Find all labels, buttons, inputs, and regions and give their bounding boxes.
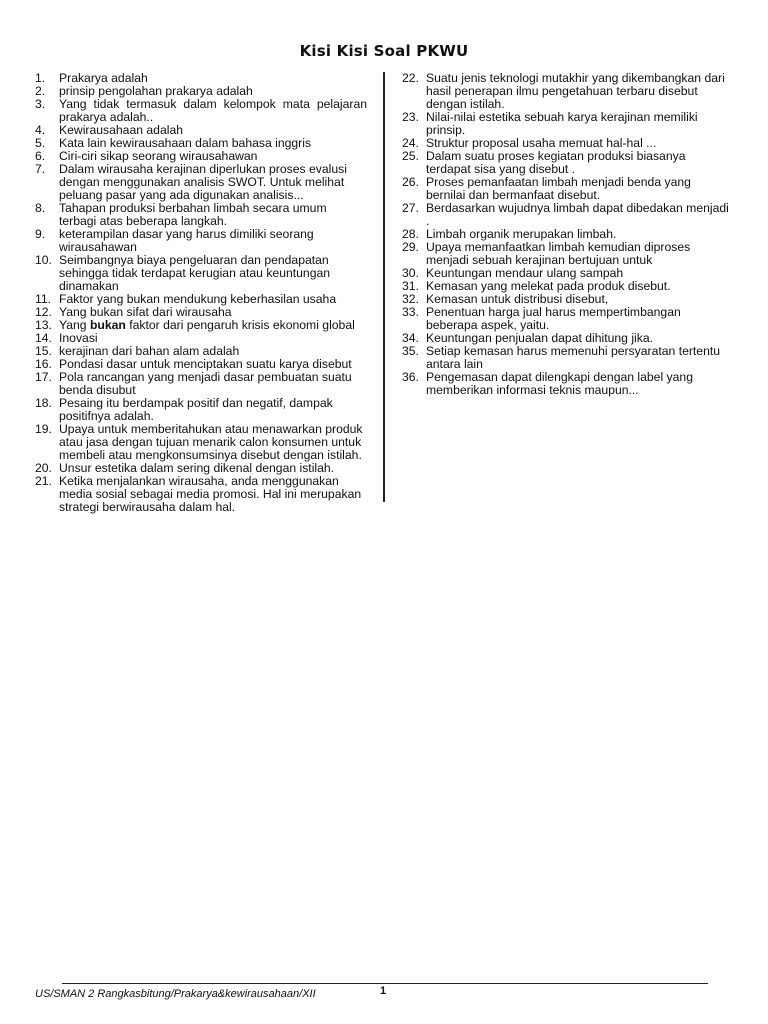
question-item (35, 371, 367, 397)
question-text: Dalam suatu proses kegiatan produksi biasanya terdapat sisa yang disebut . (426, 149, 686, 176)
question-number: 14. (35, 331, 52, 345)
question-number: 20. (35, 461, 52, 475)
question-text: Inovasi (59, 331, 98, 345)
question-number: 23. (402, 110, 419, 124)
question-item (35, 163, 367, 202)
question-text: Keuntungan penjualan dapat dihitung jika. (426, 331, 654, 345)
question-text: Unsur estetika dalam sering dikenal dengan istilah. (59, 461, 335, 475)
question-number: 5. (35, 136, 46, 150)
document-title: Kisi Kisi Soal PKWU (299, 42, 469, 60)
question-number: 31. (402, 279, 419, 293)
question-text: Yang tidak termasuk dalam kelompok mata pelajaran prakarya adalah.. (59, 97, 367, 124)
question-number: 6. (35, 149, 46, 163)
question-item (35, 475, 367, 514)
question-number: 13. (35, 318, 52, 332)
question-text (59, 319, 367, 332)
question-text: Yang bukan sifat dari wirausaha (59, 305, 232, 319)
question-item (402, 371, 732, 397)
question-text: Upaya untuk memberitahukan atau menawarkan produk atau jasa dengan tujuan menarik calon konsumen untuk membeli atau mengkonsumsinya disebut dengan istilah. (59, 422, 363, 462)
question-number: 35. (402, 344, 419, 358)
question-number: 16. (35, 357, 52, 371)
question-text: Kemasan yang melekat pada produk disebut. (426, 279, 671, 293)
question-item (35, 228, 367, 254)
question-item (35, 98, 367, 124)
question-number: 33. (402, 305, 419, 319)
column-divider (383, 72, 385, 502)
footer-document-path: US/SMAN 2 Rangkasbitung/Prakarya&kewirausahaan/XII (35, 988, 316, 1000)
question-number: 27. (402, 201, 419, 215)
question-text: Faktor yang bukan mendukung keberhasilan usaha (59, 292, 337, 306)
question-number: 1. (35, 71, 46, 85)
question-number: 8. (35, 201, 46, 215)
question-text: keterampilan dasar yang harus dimiliki seorang wirausahawan (59, 227, 314, 254)
question-text: Ketika menjalankan wirausaha, anda menggunakan media sosial sebagai media promosi. Hal ini merupakan strategi berwirausaha dalam hal. (59, 474, 362, 514)
question-item (402, 345, 732, 371)
question-item (35, 397, 367, 423)
question-number: 26. (402, 175, 419, 189)
question-text: Pengemasan dapat dilengkapi dengan label yang memberikan informasi teknis maupun... (426, 370, 693, 397)
question-number: 36. (402, 370, 419, 384)
question-text: Proses pemanfaatan limbah menjadi benda yang bernilai dan bermanfaat disebut. (426, 175, 691, 202)
question-text: Penentuan harga jual harus mempertimbangan beberapa aspek, yaitu. (426, 305, 681, 332)
question-list-left (35, 72, 367, 514)
question-text: Ciri-ciri sikap seorang wirausahawan (59, 149, 258, 163)
question-text-post: faktor dari pengaruh krisis ekonomi global (125, 318, 355, 332)
question-item (402, 202, 732, 228)
question-item (402, 72, 732, 111)
question-text: prinsip pengolahan prakarya adalah (59, 84, 253, 98)
question-number: 21. (35, 474, 52, 488)
question-text: Setiap kemasan harus memenuhi persyaratan tertentu antara lain (426, 344, 721, 371)
question-number: 29. (402, 240, 419, 254)
question-text: Kemasan untuk distribusi disebut, (426, 292, 609, 306)
question-item (402, 150, 732, 176)
page-number: 1 (380, 985, 387, 997)
question-item (35, 202, 367, 228)
question-number: 9. (35, 227, 46, 241)
question-text: Kata lain kewirausahaan dalam bahasa inggris (59, 136, 312, 150)
question-text: kerajinan dari bahan alam adalah (59, 344, 240, 358)
question-number: 2. (35, 84, 46, 98)
question-number: 17. (35, 370, 52, 384)
question-number: 12. (35, 305, 52, 319)
question-number: 4. (35, 123, 46, 137)
question-number: 22. (402, 71, 419, 85)
question-text: Pola rancangan yang menjadi dasar pembuatan suatu benda disubut (59, 370, 352, 397)
footer-rule (62, 983, 708, 984)
question-number: 11. (35, 292, 52, 306)
question-item (35, 254, 367, 293)
question-number: 7. (35, 162, 46, 176)
question-text: Berdasarkan wujudnya limbah dapat dibedakan menjadi . (426, 201, 729, 228)
question-text: Upaya memanfaatkan limbah kemudian diproses menjadi sebuah kerajinan bertujuan untuk (426, 240, 691, 267)
question-number: 32. (402, 292, 419, 306)
question-text: Pesaing itu berdampak positif dan negatif, dampak positifnya adalah. (59, 396, 333, 423)
question-text: Keuntungan mendaur ulang sampah (426, 266, 624, 280)
question-item (402, 306, 732, 332)
question-item (402, 111, 732, 137)
question-text: Nilai-nilai estetika sebuah karya kerajinan memiliki prinsip. (426, 110, 698, 137)
question-item (402, 176, 732, 202)
question-text: Kewirausahaan adalah (59, 123, 183, 137)
question-text-pre: Yang (59, 318, 90, 332)
question-number: 18. (35, 396, 52, 410)
question-text: Tahapan produksi berbahan limbah secara umum terbagi atas beberapa langkah. (59, 201, 327, 228)
question-number: 30. (402, 266, 419, 280)
question-number: 24. (402, 136, 419, 150)
question-number: 3. (35, 97, 46, 111)
question-text: Pondasi dasar untuk menciptakan suatu karya disebut (59, 357, 352, 371)
question-item (35, 423, 367, 462)
question-number: 34. (402, 331, 419, 345)
question-number: 15. (35, 344, 52, 358)
question-number: 25. (402, 149, 419, 163)
question-text-emphasis: bukan (89, 318, 126, 332)
question-text: Seimbangnya biaya pengeluaran dan pendapatan sehingga tidak terdapat kerugian atau keuntungan dinamakan (59, 253, 331, 293)
question-text: Struktur proposal usaha memuat hal-hal ... (426, 136, 657, 150)
question-number: 28. (402, 227, 419, 241)
question-text: Limbah organik merupakan limbah. (426, 227, 617, 241)
question-text: Suatu jenis teknologi mutakhir yang dikembangkan dari hasil penerapan ilmu pengetahuan terbaru disebut dengan istilah. (426, 71, 725, 111)
question-list-right (402, 72, 732, 397)
question-number: 19. (35, 422, 52, 436)
question-text: Dalam wirausaha kerajinan diperlukan proses evalusi dengan menggunakan analisis SWOT. Untuk melihat peluang pasar yang ada digunakan analisis... (59, 162, 347, 202)
question-text: Prakarya adalah (59, 71, 148, 85)
question-number: 10. (35, 253, 52, 267)
question-item (402, 241, 732, 267)
